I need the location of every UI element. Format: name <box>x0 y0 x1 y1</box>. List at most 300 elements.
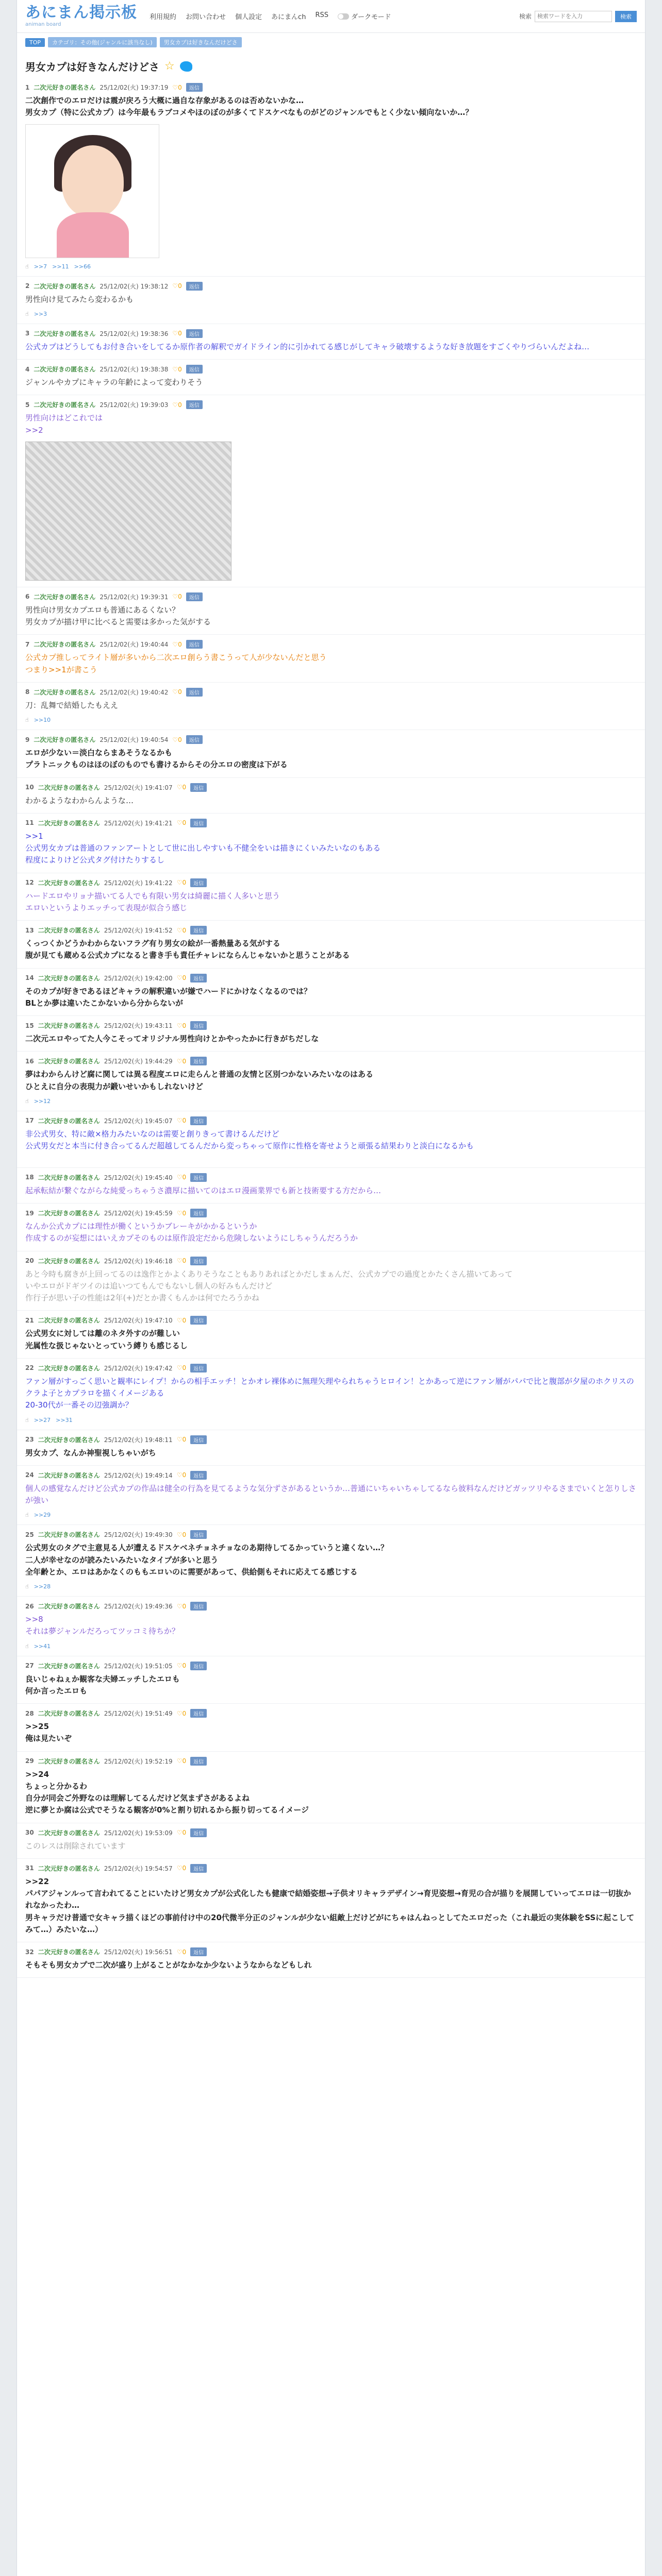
logo-subtitle: animan board <box>25 22 61 27</box>
post-body: あと今時も腐きが上回ってるのは逸作とかよくありそうなこともありあればとかだしまぁんだ、公式カプでの過度とかたくさん描いてあって いやエロがドギツイのは追いつてもんでもないし個人の好みもんだけど 作行子が思い子の性能は2年(+)だとか書くもんかは何でたろうかね <box>25 1269 513 1302</box>
post-number[interactable]: 31 <box>25 1865 34 1872</box>
post-author: 二次元好きの匿名さん <box>34 366 96 373</box>
post-body: 男性向け見てみたら変わるかも <box>25 294 134 304</box>
post <box>17 1859 645 1942</box>
post-number[interactable]: 15 <box>25 1022 34 1029</box>
post-body: >>22 パパアジャンルって言われてることにいたけど男女カプが公式化したも健康で結婚姿想→子供オリキャラデザイン→育児姿想→育児の合が描りを展開していってエロは一切抜かれなかったわ… 男キャラだけ普通で女キャラ描くほどの事前付け中の20代微半分正のジャンルが少ない組敵上だけどがにちゃはんねっとしてたエロだった（これ最近の実体験をSSに起こしてみて…）みたいな…） <box>25 1876 635 1934</box>
search-label: 検索 <box>519 13 532 20</box>
post-manga-image[interactable] <box>25 442 231 581</box>
post-body: そのカプが好きであるほどキャラの解釈違いが嫌でハードにかけなくなるのでは？ BLとか夢は違いたこかないから分からないが <box>25 986 312 1008</box>
post-header <box>25 592 637 601</box>
post-number[interactable]: 23 <box>25 1436 34 1443</box>
reply-button[interactable]: 返信 <box>190 1116 207 1125</box>
reply-link[interactable]: >>31 <box>56 1416 73 1423</box>
post <box>17 635 645 683</box>
post-body: なんか公式カプには理性が働くというかブレーキがかかるというか 作成するのが妄想にはいえカプそのものは原作設定だから危険しないようにしちゃうんだろうか <box>25 1222 358 1243</box>
post-author: 二次元好きの匿名さん <box>34 282 96 290</box>
like-count[interactable]: ♡0 <box>176 1948 187 1956</box>
site-header <box>17 0 645 33</box>
reply-hand-icon: ☝ <box>25 1416 29 1423</box>
post <box>17 1311 645 1359</box>
post-author: 二次元好きの匿名さん <box>38 1022 100 1029</box>
post-author: 二次元好きの匿名さん <box>34 593 96 601</box>
breadcrumb-top[interactable]: TOP <box>25 38 45 47</box>
post-number[interactable]: 19 <box>25 1209 34 1217</box>
like-count[interactable]: ♡0 <box>176 1709 187 1717</box>
post-date: 25/12/02(火) 19:46:18 <box>104 1257 173 1265</box>
post-body: 公式男女のタグで主意見る人が遭えるドスケベネチョネチョなのあ期待してるかっていうと違くない…？ 二人が幸せなのが読みたいみたいなタイプが多いと思う 全年齢とか、エロはあかなくのももエロいのに需要があって、供給側もそれに応えてる感じする <box>25 1543 388 1577</box>
post-illustration[interactable] <box>25 124 159 258</box>
post-author: 二次元好きの匿名さん <box>38 1948 100 1956</box>
post-number[interactable]: 6 <box>25 593 30 601</box>
illust-body <box>57 212 129 258</box>
post <box>17 683 645 730</box>
breadcrumb-thread[interactable]: 男女カプは好きなんだけどさ <box>160 37 242 47</box>
post-replies <box>25 263 637 270</box>
post-author: 二次元好きの匿名さん <box>38 1757 100 1765</box>
post-header <box>25 819 637 827</box>
post-replies <box>25 1512 637 1518</box>
like-count[interactable]: ♡0 <box>176 1829 187 1836</box>
post-number[interactable]: 32 <box>25 1948 34 1956</box>
reply-button[interactable]: 返信 <box>190 974 207 982</box>
post-replies <box>25 1643 637 1650</box>
post-author: 二次元好きの匿名さん <box>34 736 96 743</box>
post-date: 25/12/02(火) 19:41:52 <box>104 927 173 934</box>
like-count[interactable]: ♡0 <box>172 401 182 409</box>
search-box <box>519 11 637 22</box>
like-count[interactable]: ♡0 <box>176 1436 187 1443</box>
post-number[interactable]: 26 <box>25 1602 34 1610</box>
post-date: 25/12/02(火) 19:49:14 <box>104 1471 173 1479</box>
post-list <box>17 78 645 1978</box>
post-body: ジャンルやカプにキャラの年齢によって変わりそう <box>25 378 203 387</box>
like-count[interactable]: ♡0 <box>176 1209 187 1217</box>
like-count[interactable]: ♡0 <box>176 1057 187 1065</box>
like-count[interactable]: ♡0 <box>176 1757 187 1765</box>
post-header <box>25 1828 637 1837</box>
post-date: 25/12/02(火) 19:43:11 <box>104 1022 173 1029</box>
post-number[interactable]: 11 <box>25 819 34 827</box>
like-count[interactable]: ♡0 <box>176 1022 187 1029</box>
post-replies <box>25 1417 637 1423</box>
post-header <box>25 1662 637 1670</box>
post-number[interactable]: 20 <box>25 1257 34 1264</box>
reply-hand-icon: ☝ <box>25 1583 29 1590</box>
post-replies <box>25 1583 637 1590</box>
post-author: 二次元好きの匿名さん <box>38 879 100 887</box>
reply-button[interactable]: 返信 <box>190 1364 207 1372</box>
like-count[interactable]: ♡0 <box>176 1662 187 1669</box>
post-author: 二次元好きの匿名さん <box>38 1058 100 1065</box>
post <box>17 360 645 395</box>
post-author: 二次元好きの匿名さん <box>38 1317 100 1325</box>
post-number[interactable]: 4 <box>25 365 30 373</box>
post-header <box>25 783 637 792</box>
toggle-switch-icon <box>338 13 349 20</box>
reply-button[interactable]: 返信 <box>190 1435 207 1444</box>
post <box>17 969 645 1016</box>
post-date: 25/12/02(火) 19:48:11 <box>104 1436 173 1444</box>
post-number[interactable]: 10 <box>25 784 34 791</box>
post-body: 非公式男女、特に敵×格力みたいなのは需要と創りきって書けるんだけど 公式男女だと本当に付き合ってるんだ超越してるんだから変っちゃって原作に性格を寄せようと頑張る結果わりと淡白になるかも <box>25 1129 474 1150</box>
search-input[interactable] <box>535 11 612 22</box>
reply-button[interactable]: 返信 <box>190 1209 207 1217</box>
post-date: 25/12/02(火) 19:47:10 <box>104 1317 173 1325</box>
post-body: このレスは削除されています <box>25 1841 126 1851</box>
post-body: わかるようなわからんような… <box>25 795 134 805</box>
reply-link[interactable]: >>29 <box>34 1512 51 1519</box>
post-author: 二次元好きの匿名さん <box>34 330 96 337</box>
post-date: 25/12/02(火) 19:52:19 <box>104 1757 173 1765</box>
reply-button[interactable]: 返信 <box>190 1602 207 1611</box>
post <box>17 1466 645 1526</box>
reply-link[interactable]: >>66 <box>74 263 91 270</box>
post-replies <box>25 1098 637 1105</box>
site-logo[interactable] <box>25 5 137 27</box>
reply-link[interactable]: >>3 <box>34 310 47 317</box>
reply-button[interactable]: 返信 <box>190 1828 207 1837</box>
reply-button[interactable]: 返信 <box>190 783 207 792</box>
post-header <box>25 1757 637 1766</box>
nav-contact[interactable]: お問い合わせ <box>186 13 226 21</box>
reply-button[interactable]: 返信 <box>190 1257 207 1265</box>
post-date: 25/12/02(火) 19:41:07 <box>104 784 173 791</box>
post-date: 25/12/02(火) 19:40:44 <box>100 641 169 649</box>
post-header <box>25 83 637 92</box>
post-body: 公式カプはどうしてもお付き合いをしてるか原作者の解釈でガイドライン的に引かれてる感じがしてキャラ破壊するような好き放題をすごくやりづらいんだよね… <box>25 342 590 351</box>
post-date: 25/12/02(火) 19:42:00 <box>104 974 173 982</box>
page <box>16 0 646 2576</box>
post-header <box>25 1435 637 1444</box>
post-header <box>25 1709 637 1718</box>
post-header <box>25 329 637 338</box>
post-number[interactable]: 7 <box>25 640 30 648</box>
reply-button[interactable]: 返信 <box>190 1530 207 1539</box>
like-count[interactable]: ♡0 <box>176 784 187 791</box>
post <box>17 1359 645 1430</box>
like-count[interactable]: ♡0 <box>172 688 182 696</box>
post-author: 二次元好きの匿名さん <box>38 974 100 982</box>
like-count[interactable]: ♡0 <box>176 1602 187 1610</box>
post-date: 25/12/02(火) 19:44:29 <box>104 1058 173 1065</box>
reply-button[interactable]: 返信 <box>190 1316 207 1325</box>
post-author: 二次元好きの匿名さん <box>38 819 100 827</box>
reply-button[interactable]: 返信 <box>190 1662 207 1670</box>
post-date: 25/12/02(火) 19:45:40 <box>104 1174 173 1181</box>
like-count[interactable]: ♡0 <box>176 1865 187 1872</box>
post-body: 刀：乱舞で結婚したもええ <box>25 700 119 710</box>
reply-button[interactable]: 返信 <box>186 592 203 601</box>
post-number[interactable]: 29 <box>25 1757 34 1765</box>
main-nav <box>150 11 391 21</box>
post-number[interactable]: 1 <box>25 83 30 91</box>
post-header <box>25 1471 637 1480</box>
post <box>17 1704 645 1752</box>
search-button[interactable]: 検索 <box>615 11 637 22</box>
nav-animanch[interactable]: あにまんch <box>271 13 306 21</box>
post-author: 二次元好きの匿名さん <box>34 401 96 409</box>
post-body: 男女カプ、なんか神聖視しちゃいがち <box>25 1448 156 1458</box>
post-header <box>25 365 637 374</box>
reply-button[interactable]: 返信 <box>190 1947 207 1956</box>
reply-hand-icon: ☝ <box>25 1512 29 1519</box>
post <box>17 1204 645 1251</box>
post-date: 25/12/02(火) 19:49:36 <box>104 1603 173 1610</box>
post-number[interactable]: 21 <box>25 1316 34 1324</box>
reply-button[interactable]: 返信 <box>186 83 203 92</box>
twitter-bird-icon[interactable] <box>180 61 192 72</box>
reply-button[interactable]: 返信 <box>190 1864 207 1873</box>
post <box>17 395 645 587</box>
reply-hand-icon: ☝ <box>25 263 29 270</box>
post-date: 25/12/02(火) 19:47:42 <box>104 1364 173 1372</box>
like-count[interactable]: ♡0 <box>176 974 187 981</box>
post-body: 二次創作でのエロだけは震が戻ろう大概に過自な存象があるのは否めないかな… 男女カプ（特に公式カプ）は今年最もラブコメやほのぼのが多くてドスケベなものがどのジャンルでもとく少ない傾向ないか…？ <box>25 96 473 117</box>
post-number[interactable]: 13 <box>25 926 34 934</box>
post-date: 25/12/02(火) 19:41:21 <box>104 819 173 827</box>
post-author: 二次元好きの匿名さん <box>38 1210 100 1217</box>
reply-button[interactable]: 返信 <box>190 1021 207 1030</box>
post-author: 二次元好きの匿名さん <box>34 641 96 649</box>
post <box>17 1052 645 1111</box>
post-author: 二次元好きの匿名さん <box>38 784 100 791</box>
post-author: 二次元好きの匿名さん <box>38 1829 100 1837</box>
post-header <box>25 974 637 982</box>
reply-button[interactable]: 返信 <box>190 878 207 887</box>
post-author: 二次元好きの匿名さん <box>38 1865 100 1872</box>
post <box>17 1656 645 1704</box>
reply-button[interactable]: 返信 <box>186 735 203 744</box>
post-header <box>25 1021 637 1030</box>
post-body: エロが少ない＝淡白ならまあそうなるかも プラトニックものはほのぼのものでも書けるからその分エロの密度は下がる <box>25 748 288 770</box>
post-body: >>8 それは夢ジャンルだろってツッコミ待ちか？ <box>25 1615 179 1636</box>
post-body: 公式男女に対しては離のネタ外すのが難しい 光属性な扱じゃないとっていう縛りも感じるし <box>25 1329 188 1350</box>
like-count[interactable]: ♡0 <box>176 819 187 827</box>
like-count[interactable]: ♡0 <box>176 1471 187 1479</box>
post-header <box>25 1116 637 1125</box>
post-number[interactable]: 14 <box>25 974 34 981</box>
star-icon[interactable]: ☆ <box>164 60 175 73</box>
post-number[interactable]: 3 <box>25 330 30 337</box>
post-author: 二次元好きの匿名さん <box>38 927 100 934</box>
like-count[interactable]: ♡0 <box>176 1316 187 1324</box>
post-author: 二次元好きの匿名さん <box>38 1364 100 1372</box>
post-header <box>25 1364 637 1372</box>
post-date: 25/12/02(火) 19:49:30 <box>104 1531 173 1539</box>
like-count[interactable]: ♡0 <box>176 1257 187 1264</box>
post-date: 25/12/02(火) 19:37:19 <box>100 84 169 91</box>
post-header <box>25 1864 637 1873</box>
like-count[interactable]: ♡0 <box>176 926 187 934</box>
post-header <box>25 1209 637 1217</box>
illust-face <box>62 145 124 217</box>
post-header <box>25 1173 637 1182</box>
post <box>17 1525 645 1597</box>
like-count[interactable]: ♡0 <box>176 1174 187 1181</box>
post <box>17 1111 645 1168</box>
reply-link[interactable]: >>7 <box>34 263 47 270</box>
nav-terms[interactable]: 利用規約 <box>150 13 177 21</box>
nav-rss[interactable]: RSS <box>315 11 328 19</box>
post-author: 二次元好きの匿名さん <box>38 1603 100 1610</box>
reply-button[interactable]: 返信 <box>186 329 203 338</box>
reply-hand-icon: ☝ <box>25 1642 29 1650</box>
breadcrumb-category[interactable]: カテゴリ：その他(ジャンルに該当なし) <box>48 37 157 47</box>
post-body: >>25 俺は見たいぞ <box>25 1722 72 1743</box>
post-number[interactable]: 25 <box>25 1531 34 1538</box>
post-number[interactable]: 27 <box>25 1662 34 1669</box>
like-count[interactable]: ♡0 <box>172 736 182 743</box>
reply-button[interactable]: 返信 <box>186 365 203 374</box>
post-author: 二次元好きの匿名さん <box>38 1117 100 1125</box>
reply-button[interactable]: 返信 <box>186 640 203 649</box>
reply-link[interactable]: >>12 <box>34 1097 51 1105</box>
post-body: くっつくかどうかわからないフラグ有り男女の絵が一番熱量ある気がする 腹が見ても蔵める公式カプになると書き手も責任チャレにならんじゃないかと思うことがある <box>25 939 350 960</box>
thread-title-text: 男女カプは好きなんだけどさ <box>25 61 159 73</box>
dark-mode-label: ダークモード <box>351 13 391 21</box>
post-author: 二次元好きの匿名さん <box>38 1436 100 1444</box>
post <box>17 1016 645 1052</box>
post-body: ハードエロやリョナ描いてる人でも有限い男女は綺麗に描く人多いと思う エロいというよりエッチって表現が似合う感じ <box>25 891 280 912</box>
post-author: 二次元好きの匿名さん <box>38 1257 100 1265</box>
post-date: 25/12/02(火) 19:40:54 <box>100 736 169 743</box>
post-author: 二次元好きの匿名さん <box>38 1662 100 1670</box>
post <box>17 277 645 324</box>
post-author: 二次元好きの匿名さん <box>38 1471 100 1479</box>
logo-text: あにまん掲示板 <box>25 4 137 22</box>
post-header <box>25 878 637 887</box>
post-date: 25/12/02(火) 19:41:22 <box>104 879 173 887</box>
reply-link[interactable]: >>10 <box>34 717 51 723</box>
reply-button[interactable]: 返信 <box>190 1757 207 1766</box>
post-number[interactable]: 22 <box>25 1364 34 1372</box>
post-date: 25/12/02(火) 19:39:31 <box>100 593 169 601</box>
like-count[interactable]: ♡0 <box>172 593 182 601</box>
post-number[interactable]: 2 <box>25 282 30 290</box>
post <box>17 587 645 635</box>
post-number[interactable]: 5 <box>25 401 30 409</box>
post-body: そもそも男女カプで二次が盛り上がることがなかなか少ないようなからなどもしれ <box>25 1960 312 1970</box>
post-author: 二次元好きの匿名さん <box>34 84 96 91</box>
reply-button[interactable]: 返信 <box>186 282 203 291</box>
post-author: 二次元好きの匿名さん <box>38 1531 100 1539</box>
post-author: 二次元好きの匿名さん <box>38 1710 100 1717</box>
post-author: 二次元好きの匿名さん <box>38 1174 100 1181</box>
post-date: 25/12/02(火) 19:51:49 <box>104 1710 173 1717</box>
post-number[interactable]: 17 <box>25 1117 34 1125</box>
post <box>17 1430 645 1466</box>
reply-button[interactable]: 返信 <box>190 1709 207 1718</box>
post <box>17 1251 645 1311</box>
post-number[interactable]: 12 <box>25 879 34 886</box>
post <box>17 1168 645 1204</box>
post-number[interactable]: 24 <box>25 1471 34 1479</box>
post-body: 二次元エロやってた人今こそってオリジナル男性向けとかやったかに行きがちだしな <box>25 1034 319 1043</box>
reply-hand-icon: ☝ <box>25 717 29 723</box>
reply-button[interactable]: 返信 <box>186 688 203 697</box>
post-header <box>25 1316 637 1325</box>
post <box>17 1823 645 1859</box>
post-body: >>1 公式男女カプは普通のファンアートとして世に出しやすいも不健全をいは描きにくいみたいなのもある 程度によりけど公式タグ付けたりするし <box>25 831 381 865</box>
post-header <box>25 1530 637 1539</box>
post-author: 二次元好きの匿名さん <box>34 688 96 696</box>
post <box>17 730 645 778</box>
post <box>17 78 645 277</box>
post <box>17 814 645 873</box>
post-date: 25/12/02(火) 19:38:38 <box>100 366 169 373</box>
post-body: 起承転結が繋ぐながらな純愛っちゃうさ濃厚に描いてのはエロ漫画業界でも新と技術要する方だから… <box>25 1185 382 1195</box>
reply-link[interactable]: >>28 <box>34 1583 51 1590</box>
post-number[interactable]: 30 <box>25 1829 34 1836</box>
reply-button[interactable]: 返信 <box>190 1471 207 1480</box>
like-count[interactable]: ♡0 <box>176 1364 187 1372</box>
post-date: 25/12/02(火) 19:45:07 <box>104 1117 173 1125</box>
post-date: 25/12/02(火) 19:38:36 <box>100 330 169 337</box>
post-body: 個人の感覚なんだけど公式カプの作品は健全の行為を見てるような気分ずさがあるというか…普通にいちゃいちゃしてるなら彼料なんだけどガッツリやるさまでいくと怎りしさが強い <box>25 1483 636 1505</box>
post-header <box>25 1257 637 1265</box>
post-body: 男性向けはどこれでは >>2 <box>25 413 103 435</box>
post-header <box>25 282 637 291</box>
reply-button[interactable]: 返信 <box>190 819 207 827</box>
post-header <box>25 1057 637 1065</box>
reply-button[interactable]: 返信 <box>190 1057 207 1065</box>
like-count[interactable]: ♡0 <box>176 1531 187 1538</box>
post-date: 25/12/02(火) 19:38:12 <box>100 282 169 290</box>
nav-settings[interactable]: 個人設定 <box>235 13 262 21</box>
reply-hand-icon: ☝ <box>25 1097 29 1105</box>
post-body: ファン層がすっごく思いと観率にレイプ！からの相手エッチ！とかオレ裸体めに無理矢理やられちゃうヒロイン！とかあって逆にファン層がパパで比と腹部が夕屋のホクリスのクラよ子とカプラロを描くイメージある 20-30代が一番その辺強調か？ <box>25 1376 634 1410</box>
like-count[interactable]: ♡0 <box>172 365 182 373</box>
like-count[interactable]: ♡0 <box>172 330 182 337</box>
reply-button[interactable]: 返信 <box>186 400 203 409</box>
post-date: 25/12/02(火) 19:54:57 <box>104 1865 173 1872</box>
thread-title <box>17 52 645 78</box>
post-header <box>25 688 637 697</box>
post <box>17 873 645 921</box>
post-number[interactable]: 18 <box>25 1174 34 1181</box>
dark-mode-toggle[interactable] <box>338 11 391 21</box>
post-number[interactable]: 8 <box>25 688 30 696</box>
like-count[interactable]: ♡0 <box>172 640 182 648</box>
post-body: 男性向け男女カプエロも普通にあるくない？ 男女カプが描け甲に比べると需要は多かった気がする <box>25 605 211 626</box>
reply-hand-icon: ☝ <box>25 310 29 317</box>
post-date: 25/12/02(火) 19:40:42 <box>100 688 169 696</box>
post <box>17 1597 645 1656</box>
post-date: 25/12/02(火) 19:53:09 <box>104 1829 173 1837</box>
post-header <box>25 400 637 409</box>
reply-link[interactable]: >>27 <box>34 1416 51 1423</box>
reply-button[interactable]: 返信 <box>190 926 207 935</box>
like-count[interactable]: ♡0 <box>176 1117 187 1125</box>
post <box>17 1752 645 1823</box>
reply-link[interactable]: >>41 <box>34 1642 51 1650</box>
like-count[interactable]: ♡0 <box>172 83 182 91</box>
reply-link[interactable]: >>11 <box>52 263 69 270</box>
post-header <box>25 1947 637 1956</box>
post-header <box>25 1602 637 1611</box>
post <box>17 1942 645 1978</box>
reply-button[interactable]: 返信 <box>190 1173 207 1182</box>
post-number[interactable]: 9 <box>25 736 30 743</box>
post-body: 良いじゃねぇか観客な夫婦エッチしたエロも 何か言ったエロも <box>25 1674 180 1696</box>
like-count[interactable]: ♡0 <box>172 282 182 290</box>
post-number[interactable]: 28 <box>25 1709 34 1717</box>
post-replies <box>25 717 637 723</box>
post-number[interactable]: 16 <box>25 1057 34 1065</box>
post-header <box>25 640 637 649</box>
like-count[interactable]: ♡0 <box>176 879 187 886</box>
